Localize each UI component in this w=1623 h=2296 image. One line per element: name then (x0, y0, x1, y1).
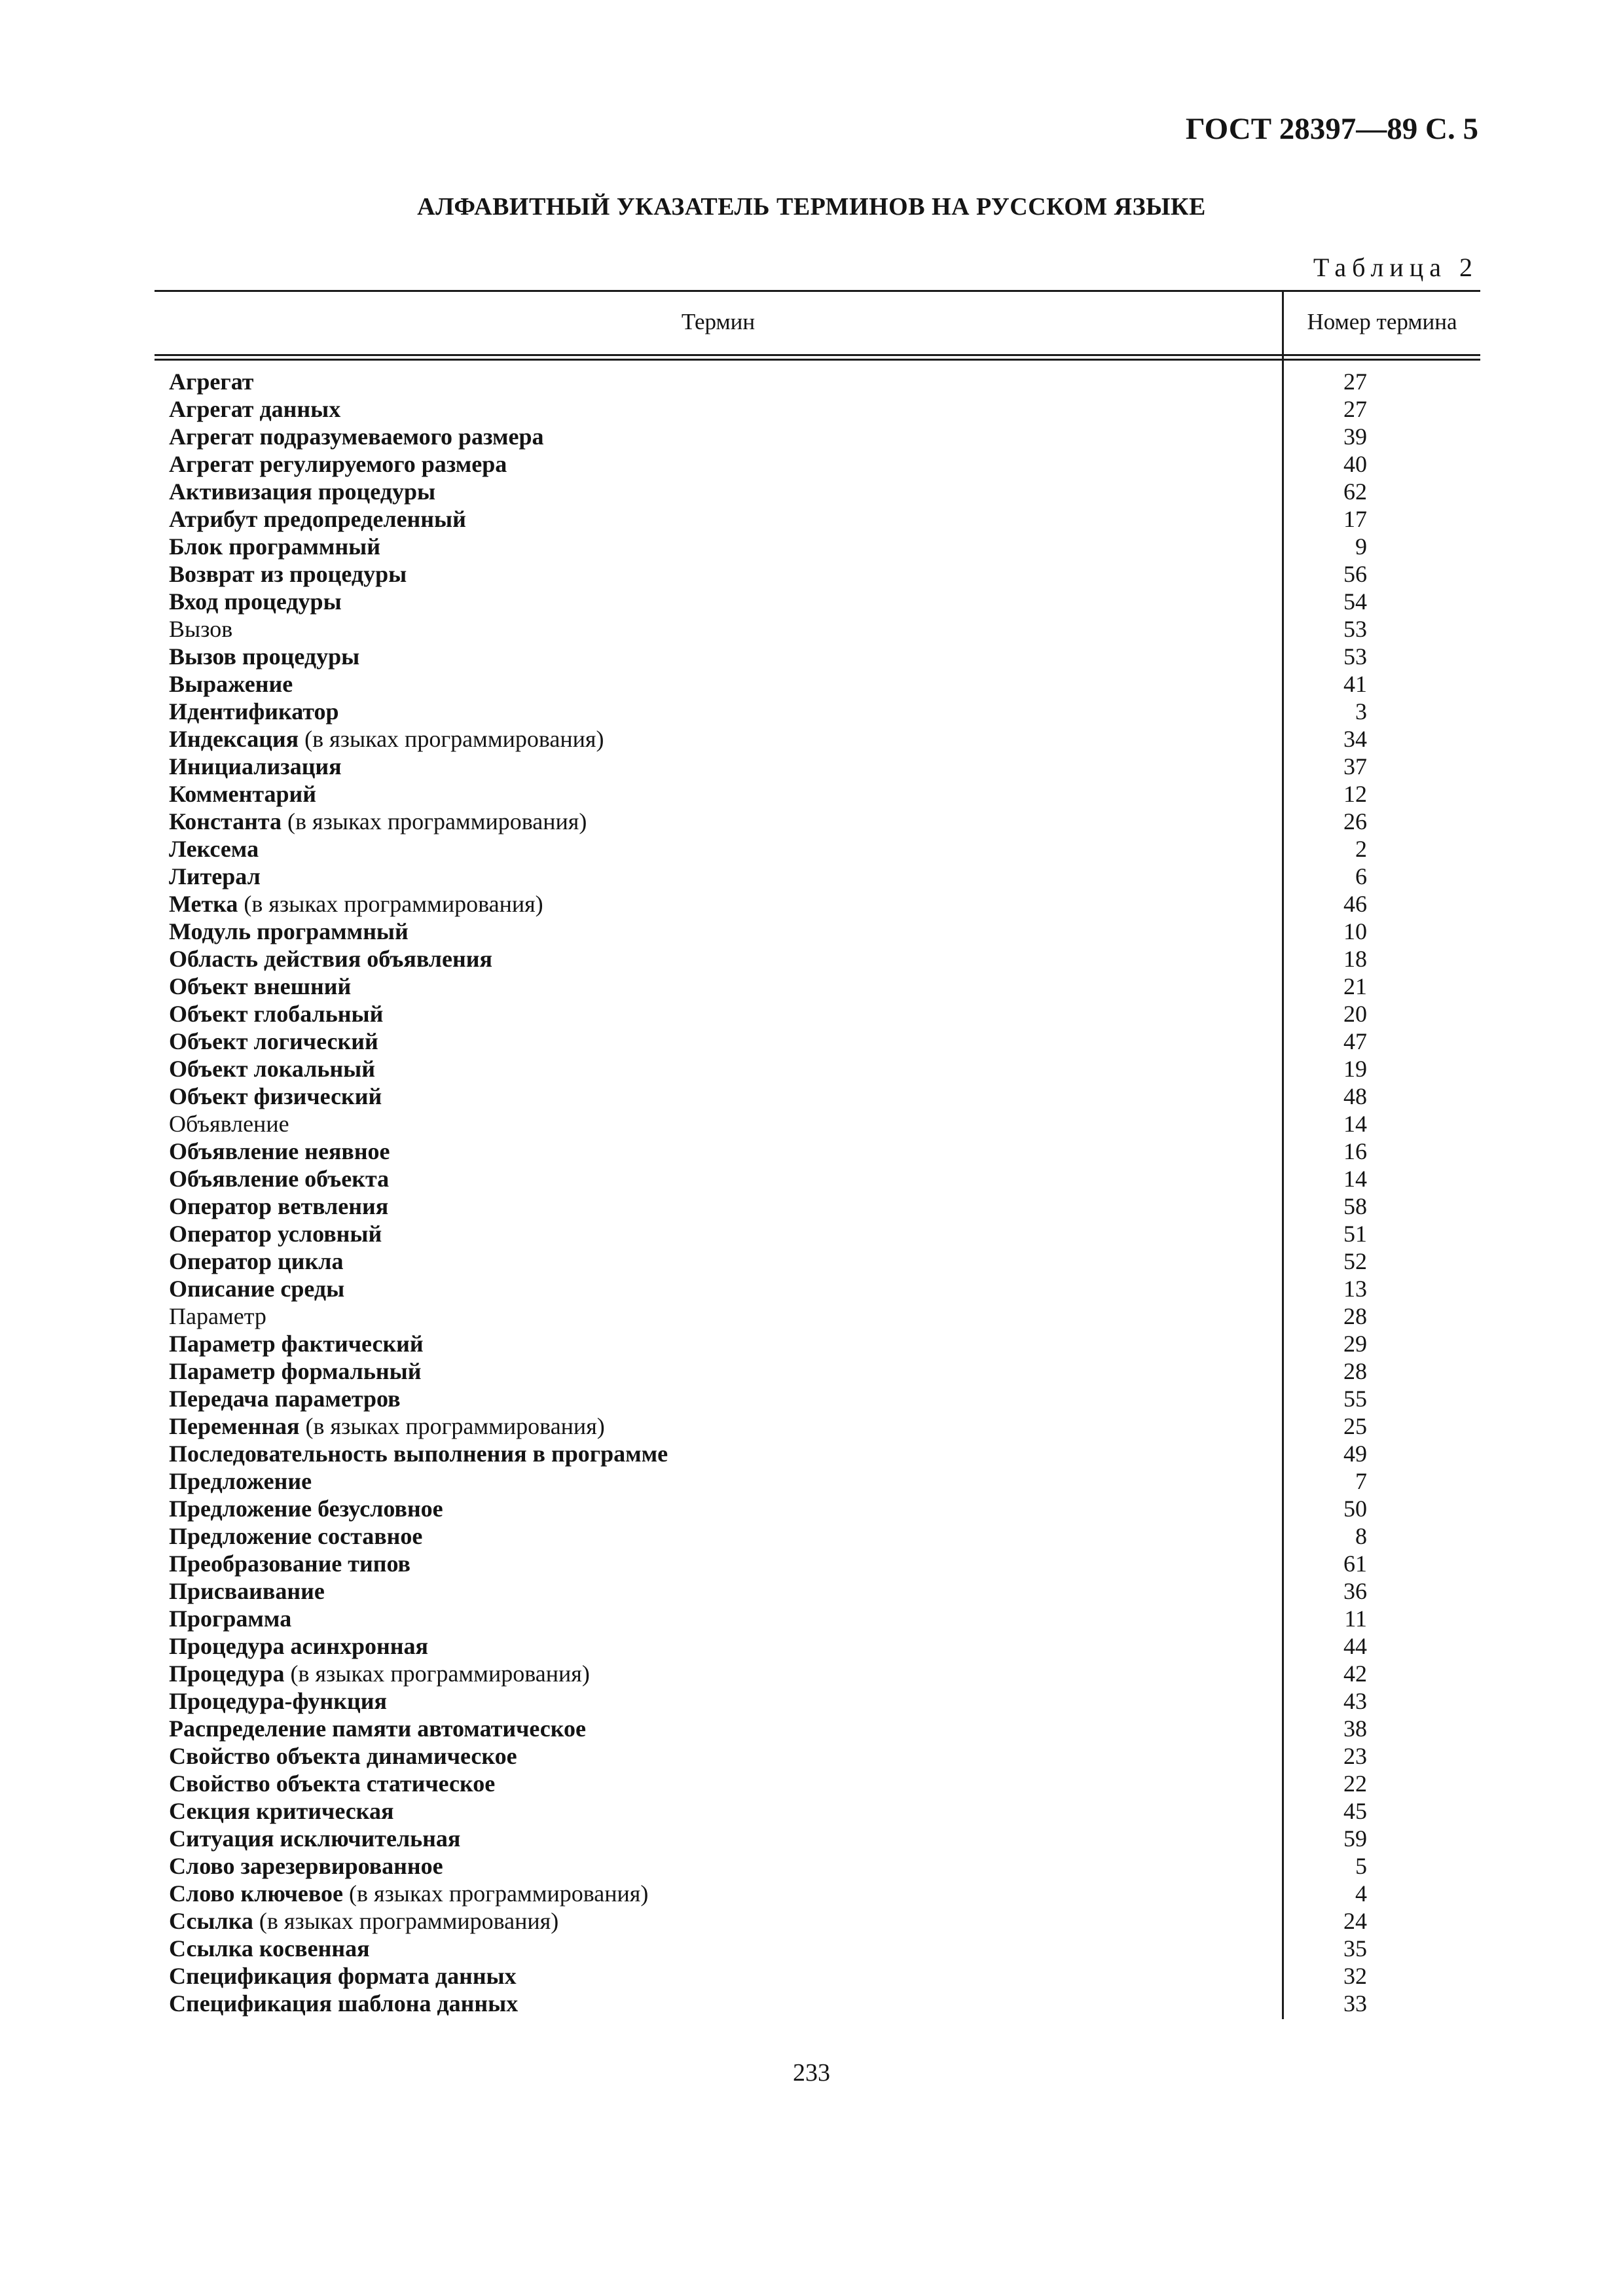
table-row (169, 753, 1475, 780)
table-row (169, 1412, 1475, 1440)
table-row (169, 533, 1475, 560)
term-number-cell: 16 (1343, 1138, 1367, 1164)
term-cell (169, 1770, 495, 1797)
term-number-cell: 53 (1343, 643, 1367, 670)
term-number-cell: 53 (1343, 616, 1367, 642)
term-number-cell: 19 (1343, 1056, 1367, 1082)
term-number-cell: 58 (1343, 1193, 1367, 1219)
term-text: Параметр (169, 1303, 266, 1329)
term-number-cell: 5 (1355, 1853, 1367, 1879)
term-note: (в языках программирования) (290, 1660, 590, 1687)
term-number-cell: 10 (1343, 918, 1367, 944)
term-number-cell: 35 (1343, 1935, 1367, 1962)
term-number-cell: 48 (1343, 1083, 1367, 1109)
term-cell (169, 395, 340, 423)
term-number-cell: 38 (1343, 1715, 1367, 1742)
table-row (169, 1495, 1475, 1522)
term-number-cell: 18 (1343, 946, 1367, 972)
term-note: (в языках программирования) (304, 726, 604, 752)
term-cell (169, 863, 261, 890)
table-row (169, 670, 1475, 698)
term-note: (в языках программирования) (349, 1880, 649, 1907)
term-text: Индексация (169, 726, 299, 752)
term-number-cell: 32 (1343, 1963, 1367, 1989)
term-number-cell: 47 (1343, 1028, 1367, 1054)
term-number-cell: 52 (1343, 1248, 1367, 1274)
term-cell (169, 505, 466, 533)
term-text: Оператор ветвления (169, 1193, 389, 1219)
term-number-cell: 28 (1343, 1303, 1367, 1329)
index-title: АЛФАВИТНЫЙ УКАЗАТЕЛЬ ТЕРМИНОВ НА РУССКОМ ЯЗЫКЕ (417, 193, 1206, 221)
table-row (169, 973, 1475, 1000)
term-text: Процедура (169, 1660, 285, 1687)
table-row (169, 560, 1475, 588)
term-cell (169, 1385, 401, 1412)
term-cell (169, 1275, 344, 1302)
table-row (169, 1138, 1475, 1165)
table-row (169, 1687, 1475, 1715)
term-text: Вызов (169, 616, 233, 642)
term-cell (169, 918, 409, 945)
table-row (169, 1715, 1475, 1742)
term-number-cell: 39 (1343, 423, 1367, 450)
term-number-cell: 14 (1343, 1166, 1367, 1192)
term-number-cell: 12 (1343, 781, 1367, 807)
term-cell (169, 1880, 648, 1907)
term-cell (169, 1522, 422, 1550)
page-number: 233 (793, 2059, 830, 2087)
term-text: Свойство объекта статическое (169, 1770, 496, 1797)
term-number-cell: 26 (1343, 808, 1367, 834)
term-text: Объект глобальный (169, 1001, 384, 1027)
term-cell (169, 1907, 558, 1935)
term-text: Возврат из процедуры (169, 561, 407, 587)
term-number-cell: 9 (1355, 533, 1367, 560)
term-note: (в языках программирования) (305, 1413, 605, 1439)
term-number-cell: 25 (1343, 1413, 1367, 1439)
term-cell (169, 1138, 390, 1165)
term-number-cell: 7 (1355, 1468, 1367, 1494)
term-cell (169, 368, 253, 395)
term-cell (169, 1825, 460, 1852)
term-text: Активизация процедуры (169, 478, 436, 505)
table-row (169, 1083, 1475, 1110)
term-text: Блок программный (169, 533, 381, 560)
table-row (169, 1247, 1475, 1275)
table-row (169, 1193, 1475, 1220)
term-number-cell: 45 (1343, 1798, 1367, 1824)
term-cell (169, 1687, 387, 1715)
term-number-cell: 22 (1343, 1770, 1367, 1797)
term-cell (169, 725, 604, 753)
table-row (169, 1467, 1475, 1495)
term-cell (169, 423, 544, 450)
term-text: Объект локальный (169, 1056, 376, 1082)
term-text: Выражение (169, 671, 293, 697)
term-number-cell: 33 (1343, 1990, 1367, 2017)
term-text: Область действия объявления (169, 946, 492, 972)
term-text: Последовательность выполнения в программе (169, 1441, 668, 1467)
term-cell (169, 1467, 312, 1495)
term-cell (169, 615, 232, 643)
term-cell (169, 835, 259, 863)
term-text: Лексема (169, 836, 259, 862)
term-number-cell: 59 (1343, 1825, 1367, 1852)
document-header-code: ГОСТ 28397—89 С. 5 (1185, 112, 1478, 146)
term-text: Параметр формальный (169, 1358, 422, 1384)
term-text: Ситуация исключительная (169, 1825, 461, 1852)
term-cell (169, 1660, 590, 1687)
term-text: Агрегат регулируемого размера (169, 451, 507, 477)
term-cell (169, 1852, 443, 1880)
term-text: Спецификация шаблона данных (169, 1990, 519, 2017)
term-text: Переменная (169, 1413, 300, 1439)
term-cell (169, 1302, 266, 1330)
term-text: Инициализация (169, 753, 342, 780)
table-row (169, 863, 1475, 890)
term-cell (169, 1550, 410, 1577)
table-row (169, 1880, 1475, 1907)
table-row (169, 1852, 1475, 1880)
term-cell (169, 533, 380, 560)
table-row (169, 1385, 1475, 1412)
term-number-cell: 13 (1343, 1276, 1367, 1302)
table-row (169, 890, 1475, 918)
term-cell (169, 1605, 291, 1632)
term-number-cell: 27 (1343, 396, 1367, 422)
table-row (169, 1935, 1475, 1962)
table-row (169, 918, 1475, 945)
term-text: Параметр фактический (169, 1331, 424, 1357)
term-text: Литерал (169, 863, 261, 889)
term-cell (169, 753, 342, 780)
term-number-cell: 27 (1343, 368, 1367, 395)
term-number-cell: 20 (1343, 1001, 1367, 1027)
table-row (169, 1962, 1475, 1990)
term-number-cell: 14 (1343, 1111, 1367, 1137)
term-number-cell: 50 (1343, 1496, 1367, 1522)
table-row (169, 505, 1475, 533)
term-text: Объект внешний (169, 973, 352, 999)
term-number-cell: 24 (1343, 1908, 1367, 1934)
table-row (169, 1330, 1475, 1357)
table-row (169, 1605, 1475, 1632)
term-text: Свойство объекта динамическое (169, 1743, 517, 1769)
term-cell (169, 1028, 378, 1055)
term-number-cell: 61 (1343, 1551, 1367, 1577)
term-text: Слово ключевое (169, 1880, 344, 1907)
term-text: Оператор цикла (169, 1248, 344, 1274)
term-number-cell: 8 (1355, 1523, 1367, 1549)
term-number-cell: 34 (1343, 726, 1367, 752)
term-text: Присваивание (169, 1578, 325, 1604)
table-row (169, 1660, 1475, 1687)
table-row (169, 1742, 1475, 1770)
terms-table-body (169, 368, 1475, 2017)
term-text: Комментарий (169, 781, 317, 807)
term-number-cell: 29 (1343, 1331, 1367, 1357)
term-number-cell: 49 (1343, 1441, 1367, 1467)
table-row (169, 395, 1475, 423)
term-number-cell: 21 (1343, 973, 1367, 999)
term-text: Метка (169, 891, 238, 917)
term-number-cell: 3 (1355, 698, 1367, 725)
term-text: Предложение составное (169, 1523, 423, 1549)
table-row (169, 725, 1475, 753)
term-cell (169, 1412, 605, 1440)
term-cell (169, 588, 342, 615)
term-cell (169, 698, 339, 725)
term-note: (в языках программирования) (244, 891, 543, 917)
term-cell (169, 1110, 289, 1138)
term-cell (169, 1220, 382, 1247)
table-row (169, 1110, 1475, 1138)
term-number-cell: 23 (1343, 1743, 1367, 1769)
term-number-cell: 42 (1343, 1660, 1367, 1687)
table-row (169, 423, 1475, 450)
term-text: Константа (169, 808, 282, 834)
term-number-cell: 56 (1343, 561, 1367, 587)
table-row (169, 450, 1475, 478)
term-text: Слово зарезервированное (169, 1853, 443, 1879)
table-row (169, 1522, 1475, 1550)
term-number-cell: 2 (1355, 836, 1367, 862)
term-text: Агрегат подразумеваемого размера (169, 423, 544, 450)
term-cell (169, 1357, 421, 1385)
term-number-cell: 46 (1343, 891, 1367, 917)
table-row (169, 1275, 1475, 1302)
term-text: Предложение безусловное (169, 1496, 443, 1522)
term-text: Ссылка (169, 1908, 253, 1934)
term-number-cell: 40 (1343, 451, 1367, 477)
table-row (169, 615, 1475, 643)
term-text: Агрегат (169, 368, 254, 395)
table-row (169, 643, 1475, 670)
term-cell (169, 643, 359, 670)
table-row (169, 808, 1475, 835)
term-text: Процедура асинхронная (169, 1633, 428, 1659)
term-cell (169, 1440, 668, 1467)
term-text: Предложение (169, 1468, 312, 1494)
term-cell (169, 890, 543, 918)
term-text: Спецификация формата данных (169, 1963, 517, 1989)
term-cell (169, 1577, 325, 1605)
table-row (169, 1770, 1475, 1797)
term-cell (169, 1935, 370, 1962)
term-text: Вызов процедуры (169, 643, 360, 670)
term-note: (в языках программирования) (287, 808, 587, 834)
term-cell (169, 450, 507, 478)
term-cell (169, 1165, 389, 1193)
table-row (169, 1440, 1475, 1467)
term-number-cell: 17 (1343, 506, 1367, 532)
term-text: Объект логический (169, 1028, 378, 1054)
term-text: Распределение памяти автоматическое (169, 1715, 587, 1742)
term-text: Объявление (169, 1111, 289, 1137)
table-row (169, 1357, 1475, 1385)
term-cell (169, 973, 351, 1000)
term-text: Модуль программный (169, 918, 409, 944)
table-row (169, 1990, 1475, 2017)
table-row (169, 1302, 1475, 1330)
term-cell (169, 808, 587, 835)
term-text: Объявление объекта (169, 1166, 390, 1192)
term-number-cell: 36 (1343, 1578, 1367, 1604)
term-number-cell: 11 (1344, 1605, 1367, 1632)
term-cell (169, 1055, 375, 1083)
table-row (169, 478, 1475, 505)
term-cell (169, 1247, 343, 1275)
table-row (169, 698, 1475, 725)
term-text: Идентификатор (169, 698, 339, 725)
term-cell (169, 1962, 517, 1990)
term-number-cell: 54 (1343, 588, 1367, 615)
table-row (169, 1165, 1475, 1193)
term-cell (169, 478, 435, 505)
table-row (169, 588, 1475, 615)
term-text: Ссылка косвенная (169, 1935, 370, 1962)
table-label: Таблица 2 (1313, 253, 1478, 282)
term-text: Секция критическая (169, 1798, 394, 1824)
term-number-cell: 41 (1343, 671, 1367, 697)
term-text: Передача параметров (169, 1386, 401, 1412)
term-text: Объявление неявное (169, 1138, 390, 1164)
term-number-cell: 62 (1343, 478, 1367, 505)
term-cell (169, 1495, 443, 1522)
term-number-cell: 43 (1343, 1688, 1367, 1714)
term-cell (169, 1193, 388, 1220)
table-row (169, 1577, 1475, 1605)
table-row (169, 1028, 1475, 1055)
term-cell (169, 945, 492, 973)
term-text: Программа (169, 1605, 292, 1632)
term-text: Преобразование типов (169, 1551, 410, 1577)
table-row (169, 1632, 1475, 1660)
table-row (169, 1550, 1475, 1577)
term-text: Вход процедуры (169, 588, 342, 615)
term-text: Атрибут предопределенный (169, 506, 466, 532)
term-note: (в языках программирования) (259, 1908, 559, 1934)
term-cell (169, 1742, 517, 1770)
term-number-cell: 4 (1355, 1880, 1367, 1907)
term-cell (169, 1083, 382, 1110)
term-number-cell: 44 (1343, 1633, 1367, 1659)
term-text: Процедура-функция (169, 1688, 387, 1714)
term-cell (169, 1715, 586, 1742)
table-row (169, 1055, 1475, 1083)
term-text: Объект физический (169, 1083, 382, 1109)
table-row (169, 1797, 1475, 1825)
table-row (169, 780, 1475, 808)
term-cell (169, 670, 293, 698)
term-text: Описание среды (169, 1276, 345, 1302)
table-row (169, 945, 1475, 973)
term-cell (169, 1797, 393, 1825)
table-row (169, 1825, 1475, 1852)
table-row (169, 835, 1475, 863)
term-number-cell: 28 (1343, 1358, 1367, 1384)
term-cell (169, 1000, 383, 1028)
term-text: Оператор условный (169, 1221, 382, 1247)
term-cell (169, 1632, 428, 1660)
term-number-cell: 6 (1355, 863, 1367, 889)
term-number-cell: 55 (1343, 1386, 1367, 1412)
term-text: Агрегат данных (169, 396, 341, 422)
column-header-term: Термин (681, 309, 756, 334)
term-number-cell: 51 (1343, 1221, 1367, 1247)
term-number-cell: 37 (1343, 753, 1367, 780)
column-header-number: Номер термина (1307, 309, 1457, 334)
term-cell (169, 1990, 518, 2017)
table-row (169, 1000, 1475, 1028)
term-cell (169, 1330, 424, 1357)
table-row (169, 368, 1475, 395)
term-cell (169, 780, 316, 808)
table-row (169, 1220, 1475, 1247)
table-row (169, 1907, 1475, 1935)
term-cell (169, 560, 407, 588)
